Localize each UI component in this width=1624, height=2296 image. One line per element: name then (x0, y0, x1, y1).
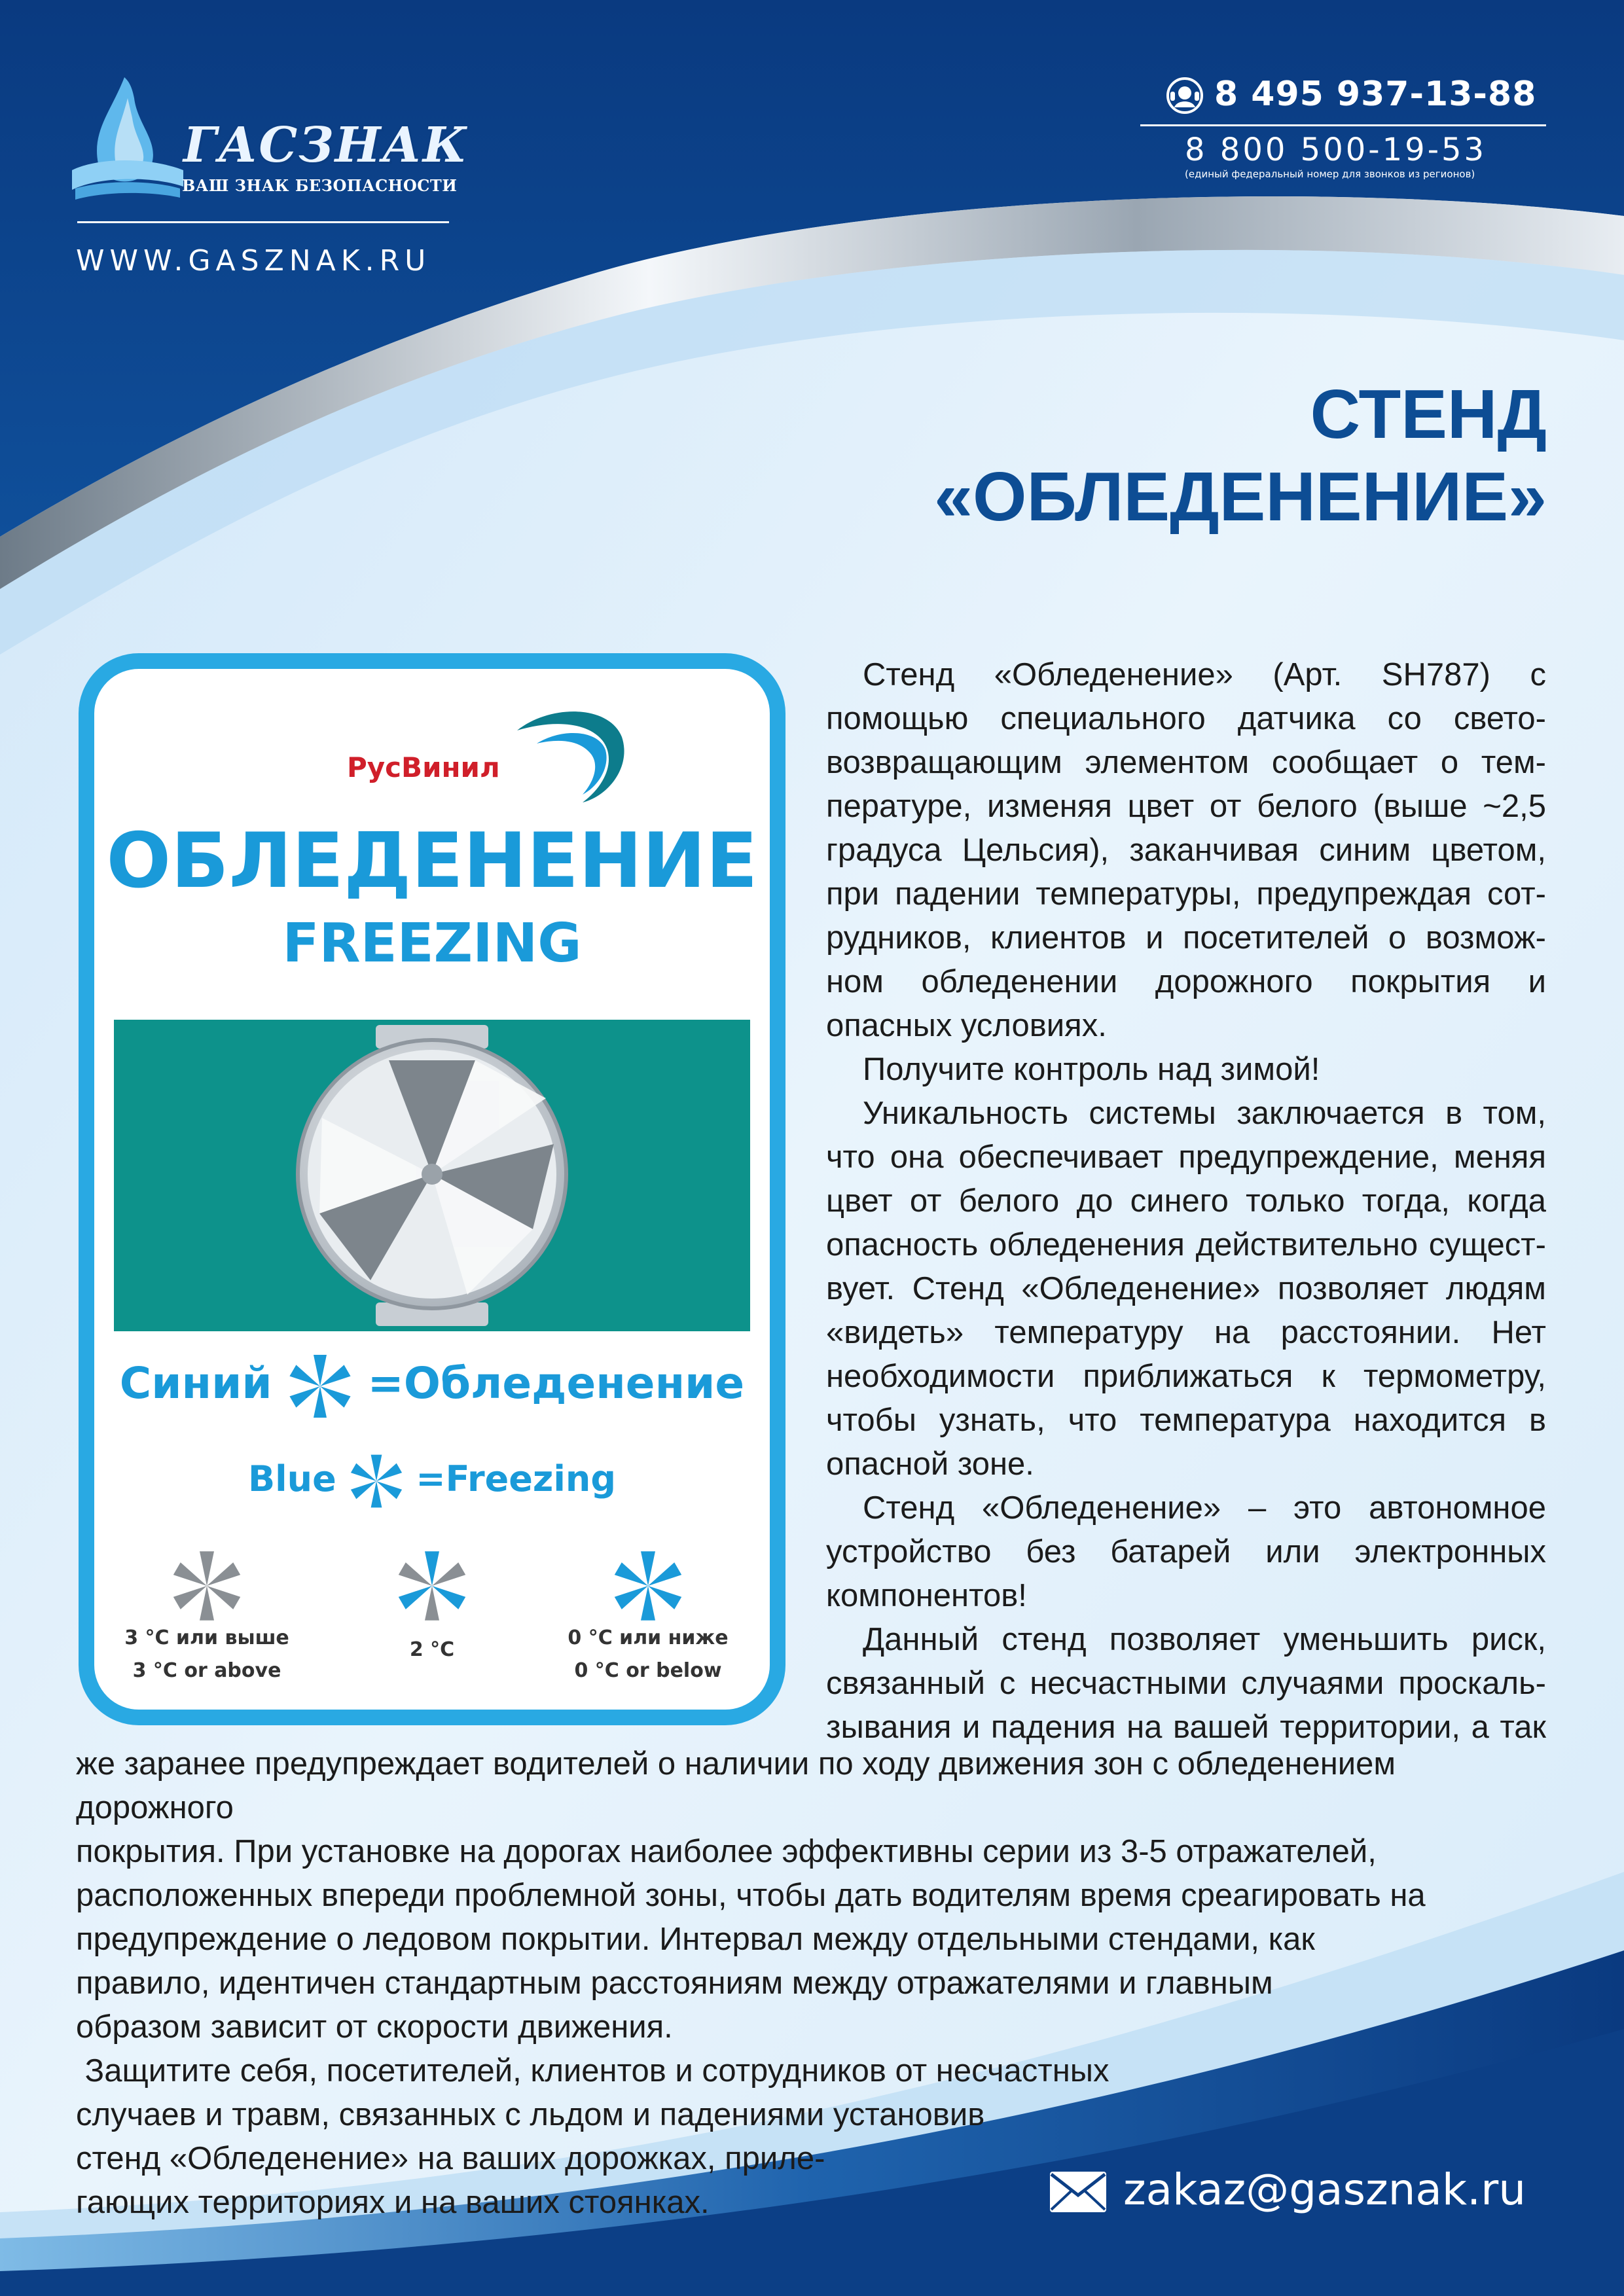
email-contact[interactable] (1049, 2160, 1546, 2225)
email-icon (1049, 2170, 1108, 2214)
text-line: предупреждение о ледовом покрытии. Интервал между отдельными стендами, как (76, 1922, 1315, 1957)
description-continued (76, 1742, 1549, 2225)
contact-phones (1139, 72, 1545, 190)
text-line: случаев и травм, связанных с льдом и падениями установив (76, 2097, 985, 2132)
title-line-1: СТЕНД (1310, 376, 1547, 453)
text-line: расположенных впереди проблемной зоны, чтобы дать водителям время среагировать на (76, 1878, 1426, 1913)
brand-name: РусВинил (347, 751, 500, 783)
text-line: образом зависит от скорости движения. (76, 2009, 673, 2045)
snowflake-pinwheel-icon (287, 1354, 353, 1419)
title-line-2: «ОБЛЕДЕНЕНИЕ» (934, 458, 1547, 535)
blue-pinwheel-icon (612, 1550, 684, 1622)
state-warm-en: 3 °C or above (132, 1659, 281, 1682)
text-line: стенд «Обледенение» на ваших дорожках, приле- (76, 2141, 825, 2176)
description-column (826, 653, 1546, 1749)
ice-sensor-icon (114, 1020, 750, 1331)
text-line: гающих территориях и на ваших стоянках. (76, 2185, 710, 2220)
company-logo[interactable] (72, 72, 469, 203)
brand-swoosh-icon (511, 704, 628, 802)
state-cold-ru: 0 °С или ниже (568, 1626, 729, 1649)
snowflake-pinwheel-icon (349, 1454, 404, 1509)
phone-federal[interactable]: 8 800 500-19-53 (1185, 132, 1487, 168)
phone-note: (единый федеральный номер для звонков из регионов) (1185, 168, 1475, 180)
contacts-divider (1140, 124, 1546, 126)
legend-ru-right: =Обледенение (367, 1358, 745, 1408)
legend-ru (79, 1351, 785, 1419)
sensor-photo (114, 1020, 750, 1331)
legend-en-right: =Freezing (416, 1458, 616, 1499)
state-warm (109, 1550, 305, 1687)
brand-logo (347, 704, 687, 809)
page-title (934, 373, 1547, 538)
grey-pinwheel-icon (171, 1550, 243, 1622)
paragraph: Данный стенд позволяет уменьшить риск, связанный с несчастными случаями проскаль-зывания и падения на вашей территории, а так (826, 1622, 1546, 1745)
website-link[interactable]: WWW.GASZNAK.RU (76, 244, 431, 278)
state-mid (334, 1550, 530, 1666)
product-sign-image (79, 653, 785, 1725)
text-line: покрытия. При установке на дорогах наиболее эффективны серии из 3-5 отражателей, (76, 1834, 1377, 1869)
paragraph: Уникальность системы заключается в том, что она обеспечивает предупреждение, меняя цвет от белого до синего только тогда, когда опасность обледенения действительно сущест-вует. Стенд «Обледенение» позволяет людям «видеть» температуру на расстоянии. Нет необходимости приближаться к термометру, чтобы узнать, что температура находится в опасной зоне. (826, 1096, 1546, 1482)
paragraph: Стенд «Обледенение» – это автономное устройство без батарей или электронных компонентов! (826, 1490, 1546, 1613)
mixed-pinwheel-icon (396, 1550, 468, 1622)
legend-en (79, 1452, 785, 1509)
sign-heading-ru: ОБЛЕДЕНЕНИЕ (106, 817, 758, 905)
state-mid-label: 2 °С (409, 1638, 455, 1661)
legend-en-left: Blue (248, 1458, 336, 1499)
header-divider (77, 221, 449, 223)
state-warm-ru: 3 °С или выше (124, 1626, 289, 1649)
legend-ru-left: Синий (119, 1358, 272, 1408)
text-line: Защитите себя, посетителей, клиентов и сотрудников от несчастных (76, 2053, 1110, 2089)
logo-tagline: ВАШ ЗНАК БЕЗОПАСНОСТИ (182, 176, 458, 195)
phone-icon (1166, 77, 1203, 114)
email-address[interactable]: zakaz@gasznak.ru (1123, 2164, 1526, 2215)
paragraph: Стенд «Обледенение» (Арт. SH787) с помощью специального датчика со свето-возвращающим элементом сообщает о тем-пературе, изменяя цвет от белого (выше ~2,5 градуса Цельсия), заканчивая синим цветом, при падении температуры, предупреждая сот-рудников, клиентов и посетителей о возмож-ном обледенении дорожного покрытия и опасных условиях. (826, 657, 1546, 1043)
paragraph: Получите контроль над зимой! (863, 1052, 1320, 1087)
text-line: же заранее предупреждает водителей о наличии по ходу движения зон с обледенением дорожного (76, 1746, 1396, 1825)
text-line: правило, идентичен стандартным расстояниям между отражателями и главным (76, 1965, 1273, 2001)
drop-logo-icon (72, 72, 183, 203)
logo-name: ГАСЗНАК (183, 117, 469, 173)
sign-heading-en: FREEZING (282, 912, 582, 975)
phone-main[interactable]: 8 495 937-13-88 (1214, 75, 1537, 114)
state-cold (550, 1550, 746, 1687)
state-cold-en: 0 °C or below (574, 1659, 722, 1682)
